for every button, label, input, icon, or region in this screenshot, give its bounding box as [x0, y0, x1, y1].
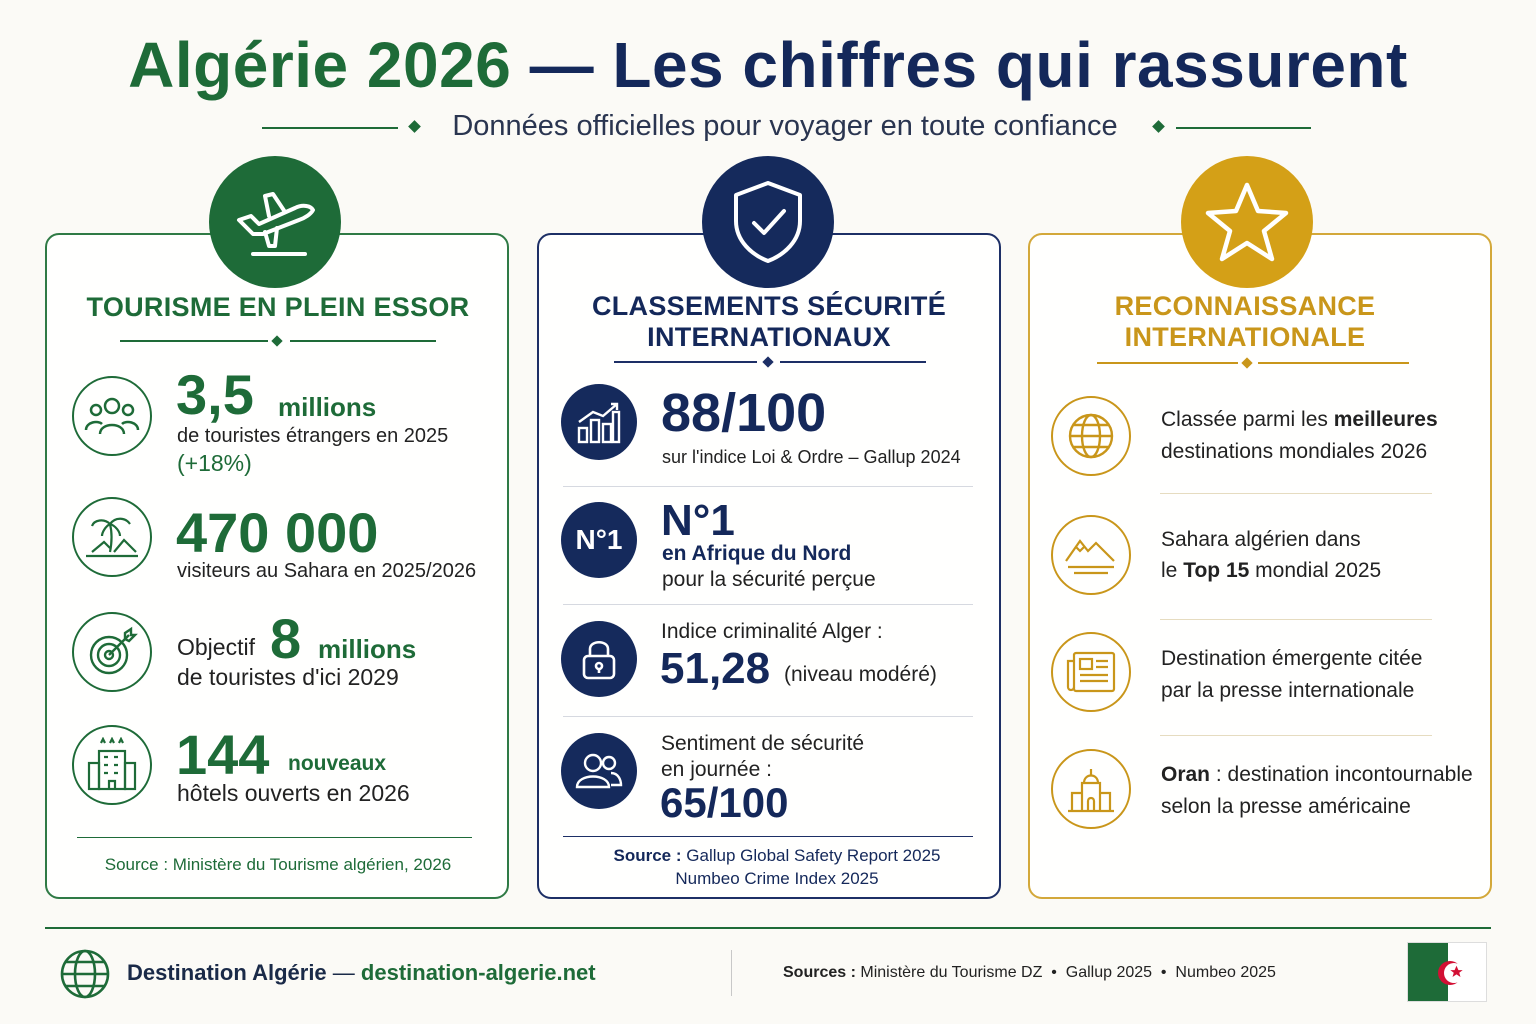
- airplane-badge: [209, 156, 341, 288]
- card3-title: [1012, 291, 1478, 353]
- tourists-number: 3,5: [176, 363, 254, 426]
- hotel-icon: [85, 737, 139, 793]
- rank-region: en Afrique du Nord: [662, 542, 852, 565]
- footer-separator: [731, 950, 732, 996]
- subtitle-line-right: [1176, 127, 1311, 129]
- diamond-icon: [408, 120, 421, 133]
- rank-desc: pour la sécurité perçue: [662, 568, 876, 591]
- bold-text: Top 15: [1183, 559, 1250, 582]
- rank-circle: [561, 502, 637, 578]
- diamond-icon: [1152, 120, 1165, 133]
- star-badge: [1181, 156, 1313, 288]
- footer-url[interactable]: destination-algerie.net: [360, 960, 596, 985]
- goal-unit: millions: [318, 634, 417, 664]
- lock-icon: [579, 636, 619, 682]
- title-green: Algérie 2026: [128, 29, 512, 101]
- emerging-line2: par la presse internationale: [1161, 679, 1415, 702]
- footer-sources-label: Sources :: [783, 964, 856, 981]
- card2-source-divider: [563, 836, 973, 837]
- title-navy: — Les chiffres qui rassurent: [511, 29, 1408, 101]
- card3-divider: [1097, 362, 1238, 364]
- card1-source-divider: [77, 837, 472, 838]
- bold-text: meilleures: [1333, 408, 1438, 431]
- goal-number: 8: [270, 607, 302, 670]
- text: mondial 2025: [1249, 559, 1382, 582]
- shield-check-icon: [728, 177, 808, 267]
- day-safety-score: 65/100: [660, 779, 789, 826]
- hotels-number: 144: [176, 723, 270, 786]
- tourists-unit: millions: [278, 392, 377, 422]
- row-divider: [1160, 735, 1432, 736]
- oran-line2: selon la presse américaine: [1161, 795, 1411, 818]
- card2-divider: [780, 361, 926, 363]
- law-order-desc: sur l'indice Loi & Ordre – Gallup 2024: [662, 447, 961, 467]
- sahara-number: 470 000: [176, 501, 379, 564]
- monument-icon: [1066, 763, 1116, 815]
- sahara-top-line2: [1161, 559, 1381, 583]
- mountain-icon-circle: [1051, 515, 1131, 595]
- airplane-icon: [229, 182, 321, 262]
- crime-index-value: 51,28: [660, 644, 771, 693]
- shield-badge: [702, 156, 834, 288]
- subtitle-row: [0, 108, 1536, 148]
- card2-title-line1: CLASSEMENTS SÉCURITÉ: [591, 291, 947, 321]
- newspaper-icon: [1064, 649, 1118, 695]
- footer-sources: [783, 964, 1276, 982]
- goal-prefix: Objectif: [177, 634, 255, 660]
- source-numbeo: Numbeo Crime Index 2025: [675, 869, 879, 888]
- goal-desc: de touristes d'ici 2029: [177, 664, 399, 690]
- text: Classée parmi les: [1161, 408, 1334, 431]
- card3-title-line2: INTERNATIONALE: [1124, 322, 1366, 352]
- day-safety-label2: en journée :: [661, 758, 772, 781]
- palm-icon-circle: [72, 497, 152, 577]
- rank-badge-text: N°1: [575, 524, 623, 555]
- subtitle-line-left: [262, 127, 398, 129]
- text: : destination incontournable: [1210, 763, 1473, 786]
- tourists-growth: (+18%): [177, 450, 252, 476]
- hotel-icon-circle: [72, 725, 152, 805]
- bar-chart-icon: [575, 400, 623, 444]
- algeria-flag-icon: [1408, 943, 1487, 1002]
- card1-title: TOURISME EN PLEIN ESSOR: [86, 292, 470, 322]
- card2-divider: [614, 361, 757, 363]
- rank-number: N°1: [661, 496, 735, 545]
- subtitle: Données officielles pour voyager en toute confiance: [452, 110, 1118, 142]
- globe-icon: [59, 948, 111, 1000]
- footer-brand-line: [127, 960, 596, 986]
- law-order-score: 88/100: [661, 383, 827, 443]
- monument-icon-circle: [1051, 749, 1131, 829]
- footer-brand: Destination Algérie: [127, 960, 327, 985]
- crime-index-level: (niveau modéré): [784, 663, 937, 686]
- card2-title: [537, 291, 1001, 353]
- tourists-desc: de touristes étrangers en 2025: [177, 425, 449, 447]
- card2-source: [537, 846, 1017, 866]
- bold-text: Oran: [1161, 763, 1211, 786]
- day-safety-label1: Sentiment de sécurité: [661, 732, 865, 755]
- users-circle: [561, 733, 637, 809]
- best-destinations-line2: destinations mondiales 2026: [1161, 440, 1428, 463]
- footer-dash: —: [326, 960, 361, 985]
- row-divider: [1160, 493, 1432, 494]
- newspaper-icon-circle: [1051, 632, 1131, 712]
- sahara-top-line1: Sahara algérien dans: [1161, 528, 1361, 551]
- people-icon-circle: [72, 376, 152, 456]
- row-divider: [563, 716, 973, 717]
- palm-tree-icon: [84, 512, 140, 562]
- hotels-desc: hôtels ouverts en 2026: [177, 780, 410, 806]
- target-icon: [85, 625, 139, 679]
- mountain-icon: [1064, 533, 1118, 577]
- sahara-desc: visiteurs au Sahara en 2025/2026: [177, 560, 477, 582]
- emerging-line1: Destination émergente citée: [1161, 647, 1423, 670]
- globe-icon-circle: [1051, 396, 1131, 476]
- card1-divider: [120, 340, 268, 342]
- source-gallup: Gallup Global Safety Report 2025: [686, 846, 941, 865]
- users-icon: [575, 751, 623, 791]
- source-label: Source :: [613, 846, 682, 865]
- page-title: [0, 28, 1536, 102]
- row-divider: [1160, 619, 1432, 620]
- algeria-flag: [1407, 942, 1487, 1002]
- text: le: [1161, 559, 1184, 582]
- bar-chart-circle: [561, 384, 637, 460]
- card1-source: Source : Ministère du Tourisme algérien, 2026: [104, 855, 452, 874]
- best-destinations-line1: [1161, 408, 1438, 432]
- globe-icon: [1066, 411, 1116, 461]
- card3-title-line1: RECONNAISSANCE: [1114, 291, 1376, 321]
- star-icon: [1202, 179, 1292, 265]
- target-icon-circle: [72, 612, 152, 692]
- row-divider: [563, 604, 973, 605]
- card3-divider: [1258, 362, 1409, 364]
- card1-divider: [290, 340, 436, 342]
- footer-sources-list: Ministère du Tourisme DZ • Gallup 2025 • Numbeo 2025: [860, 964, 1276, 981]
- lock-circle: [561, 621, 637, 697]
- hotels-unit: nouveaux: [288, 752, 387, 775]
- crime-index-label: Indice criminalité Alger :: [661, 620, 883, 643]
- footer-divider: [45, 927, 1491, 929]
- people-icon: [84, 394, 140, 438]
- row-divider: [563, 486, 973, 487]
- card2-title-line2: INTERNATIONAUX: [647, 322, 891, 352]
- oran-line1: [1161, 763, 1473, 787]
